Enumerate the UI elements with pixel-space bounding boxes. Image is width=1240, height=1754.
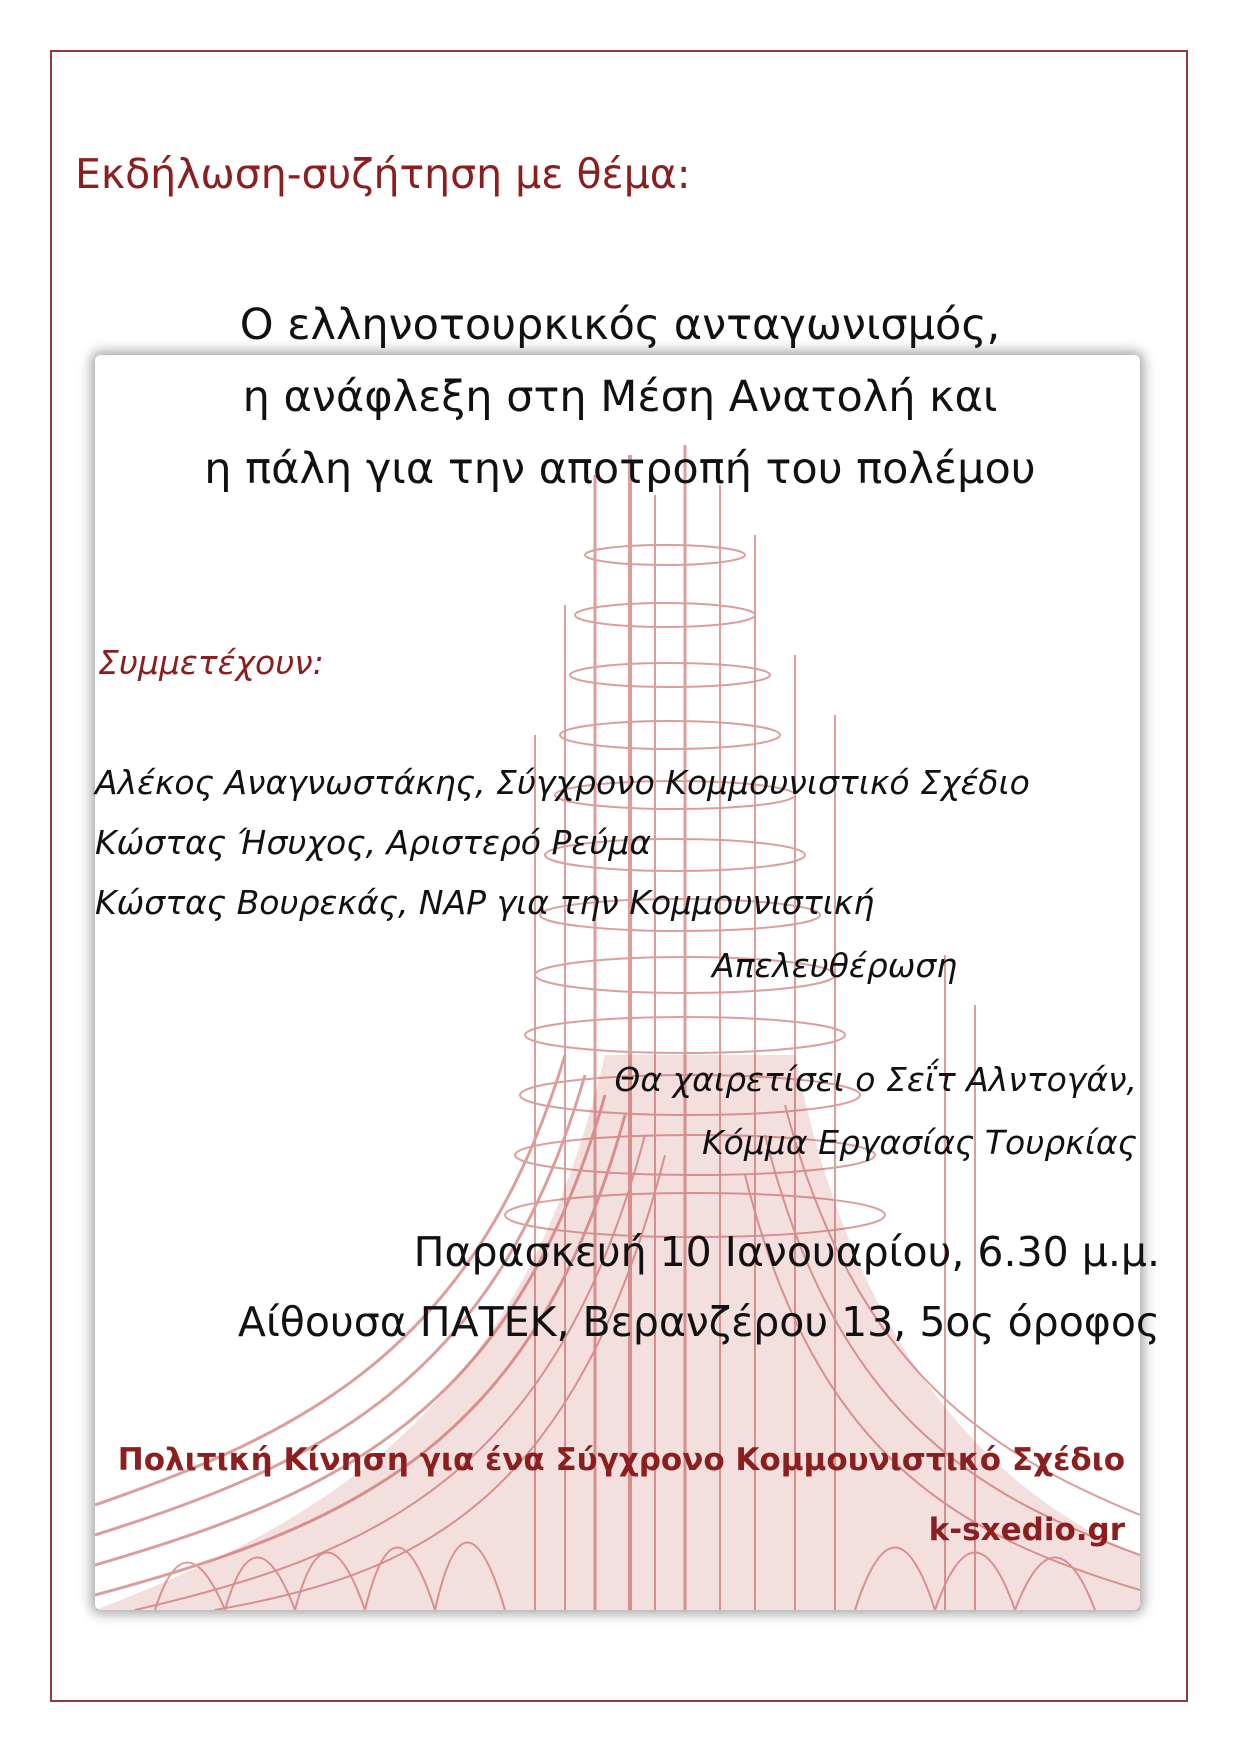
speaker-3-continued: Απελευθέρωση	[712, 946, 958, 985]
speaker-2: Κώστας Ήσυχος, Αριστερό Ρεύμα	[95, 823, 652, 862]
event-venue: Αίθουσα ΠΑΤΕΚ, Βερανζέρου 13, 5ος όροφος	[237, 1298, 1160, 1346]
title-line-2: η ανάφλεξη στη Μέση Ανατολή και	[242, 372, 998, 422]
speaker-3: Κώστας Βουρεκάς, ΝΑΡ για την Κομμουνιστική	[95, 883, 875, 922]
title-line-1: Ο ελληνοτουρκικός ανταγωνισμός,	[239, 300, 1001, 350]
content-box	[95, 355, 1140, 1610]
intro-heading: Εκδήλωση-συζήτηση με θέμα:	[75, 150, 691, 198]
greeting-line-2: Κόμμα Εργασίας Τουρκίας	[702, 1123, 1137, 1162]
event-date: Παρασκευή 10 Ιανουαρίου, 6.30 μ.μ.	[413, 1228, 1160, 1276]
speaker-1: Αλέκος Αναγνωστάκης, Σύγχρονο Κομμουνιστικό Σχέδιο	[95, 763, 1030, 802]
website-link[interactable]: k-sxedio.gr	[928, 1512, 1125, 1548]
organizer-name: Πολιτική Κίνηση για ένα Σύγχρονο Κομμουνιστικό Σχέδιο	[117, 1442, 1125, 1478]
greeting-line-1: Θα χαιρετίσει ο Σεΐτ Αλντογάν,	[614, 1060, 1137, 1099]
participants-label: Συμμετέχουν:	[98, 643, 324, 682]
title-line-3: η πάλη για την αποτροπή του πολέμου	[204, 444, 1036, 494]
